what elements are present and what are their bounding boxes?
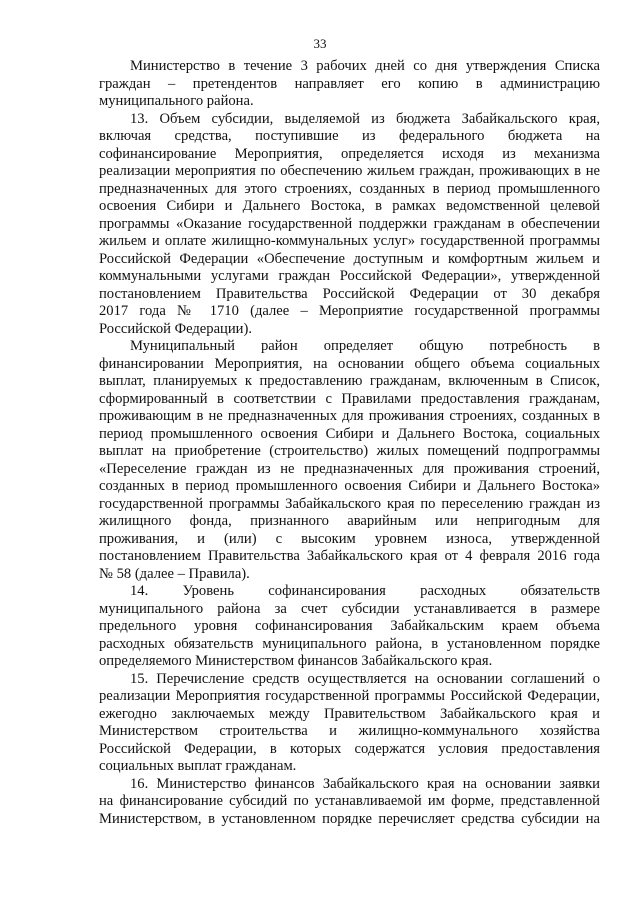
text-line: реализации мероприятия по обеспечению жильем граждан, проживающих в не xyxy=(99,163,600,179)
text-line: включая средства, поступившие из федерального бюджета на xyxy=(99,128,600,144)
text-line: Российской Федерации, в которых содержатся условия предоставления xyxy=(99,740,600,757)
text-line: № 58 (далее – Правила). xyxy=(99,565,250,582)
text-line: период промышленного освоения Сибири и Дальнего Востока, социальных xyxy=(99,425,600,442)
text-line: Муниципальный район определяет общую потребность в xyxy=(130,338,600,354)
text-line: программы «Оказание государственной поддержки гражданам в обеспечении xyxy=(99,215,600,232)
text-line: Российской Федерации «Обеспечение доступным и комфортным жильем и xyxy=(99,250,600,267)
text-line: Министерством строительства и жилищно-коммунального хозяйства xyxy=(99,723,600,739)
text-line: жилищного фонда, признанного аварийным или непригодным для xyxy=(99,513,600,529)
text-line: предельного уровня софинансирования Забайкальским краем объема xyxy=(99,618,600,634)
text-line: «Переселение граждан из не предназначенных для проживания строений, xyxy=(99,460,600,477)
text-line: Министерство в течение 3 рабочих дней со дня утверждения Списка xyxy=(130,58,600,74)
text-line: софинансирование Мероприятия, определяется исходя из механизма xyxy=(99,145,600,162)
text-line: жильем и оплате жилищно-коммунальных услуг» государственной программы xyxy=(99,233,600,249)
text-line: ежегодно заключаемых между Правительством Забайкальского края и xyxy=(99,705,600,722)
text-line: 13. Объем субсидии, выделяемой из бюджета Забайкальского края, xyxy=(130,110,600,127)
text-line: созданных в период промышленного освоения Сибири и Дальнего Востока» xyxy=(99,478,600,494)
text-line: постановлением Правительства Забайкальского края от 4 февраля 2016 года xyxy=(99,548,600,564)
text-line: муниципального района. xyxy=(99,93,254,109)
text-line: 14. Уровень софинансирования расходных обязательств xyxy=(130,583,600,599)
text-line: освоения Сибири и Дальнего Востока, в рамках ведомственной целевой xyxy=(99,198,600,214)
text-line: постановлением Правительства Российской Федерации от 30 декабря xyxy=(99,285,600,302)
text-line: расходных обязательств муниципального района, в установленном порядке xyxy=(99,635,600,652)
text-line: муниципального района за счет субсидии устанавливается в размере xyxy=(99,600,600,617)
text-line: 15. Перечисление средств осуществляется на основании соглашений о xyxy=(130,670,600,687)
text-line: проживания, и (или) с высоким уровнем износа, утвержденной xyxy=(99,530,600,547)
text-line: на финансирование субсидий по устанавливаемой им форме, представленной xyxy=(99,793,600,809)
text-line: реализации Мероприятия государственной программы Российской Федерации, xyxy=(99,688,600,704)
text-line: предназначенных для этого строениях, созданных в период промышленного xyxy=(99,180,600,197)
text-line: проживающим в не предназначенных для проживания строениях, созданных в xyxy=(99,408,600,424)
text-line: определяемого Министерством финансов Забайкальского края. xyxy=(99,653,493,669)
text-line: выплат на приобретение (строительство) жилых помещений подпрограммы xyxy=(99,443,600,459)
text-line: социальных выплат гражданам. xyxy=(99,758,297,774)
text-line: коммунальными услугами граждан Российской Федерации», утвержденной xyxy=(99,268,600,284)
text-line: государственной программы Забайкальского края по переселению граждан из xyxy=(99,495,600,512)
page-number: 33 xyxy=(313,36,327,51)
text-line: Российской Федерации). xyxy=(99,320,252,337)
text-line: 16. Министерство финансов Забайкальского края на основании заявки xyxy=(130,775,600,792)
document-body xyxy=(99,58,600,828)
text-line: Министерством, в установленном порядке перечисляет средства субсидии на xyxy=(99,810,600,827)
text-line: финансировании Мероприятия, на основании общего объема социальных xyxy=(99,355,600,372)
text-line: граждан – претендентов направляет его копию в администрацию xyxy=(99,75,600,92)
text-line: 2017 года № 1710 (далее – Мероприятие государственной программы xyxy=(99,303,600,319)
text-line: выплат, планируемых к предоставлению гражданам, включенным в Список, xyxy=(99,373,600,389)
text-line: сформированный в соответствии с Правилами предоставления гражданам, xyxy=(99,390,600,407)
